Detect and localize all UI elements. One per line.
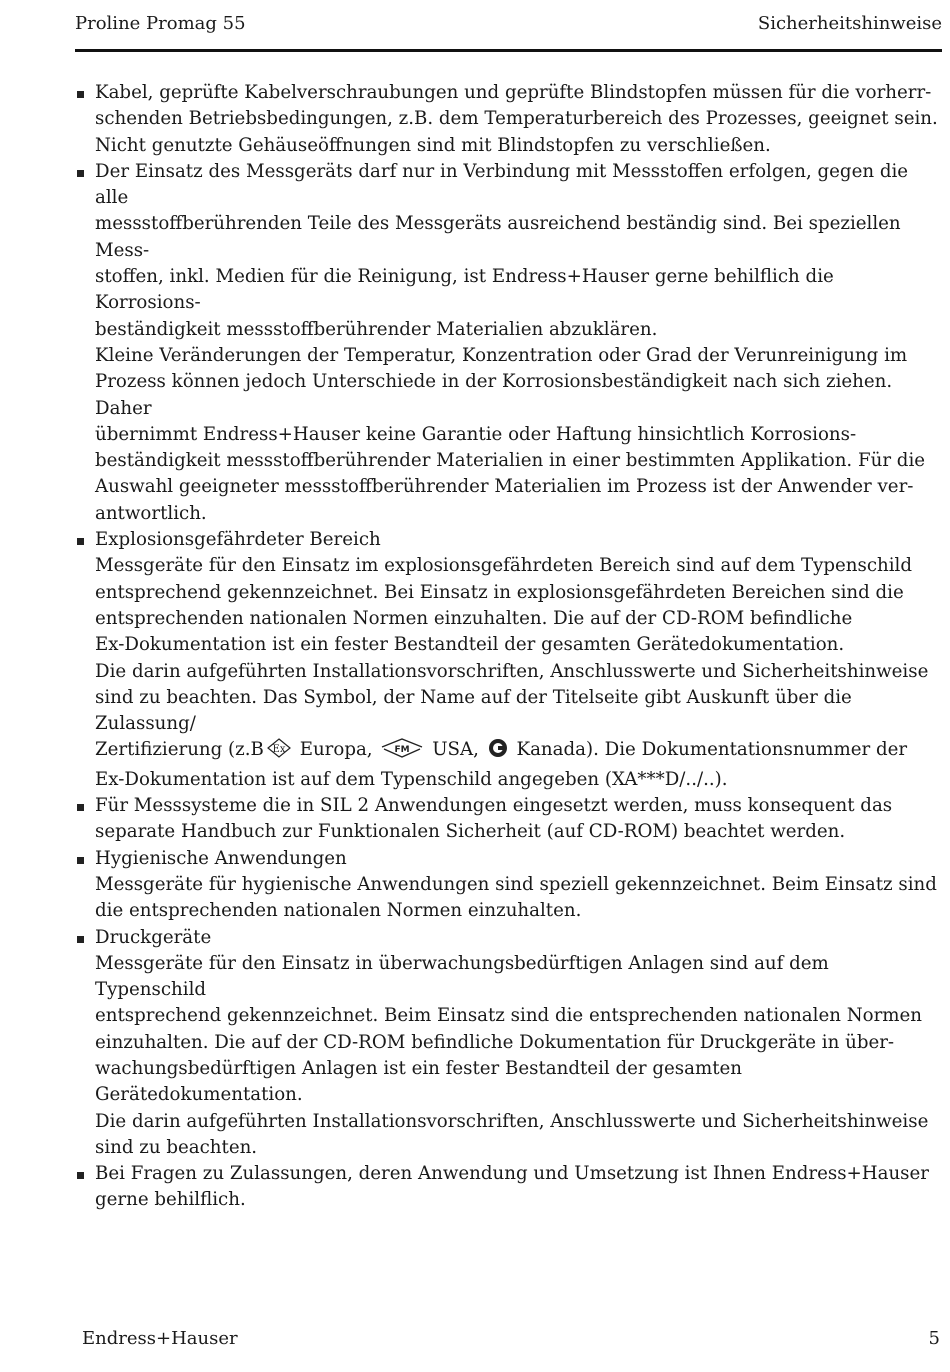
text-line: übernimmt Endress+Hauser keine Garantie oder Haftung hinsichtlich Korrosions- (95, 423, 857, 445)
text-line: Kleine Veränderungen der Temperatur, Konzentration oder Grad der Verunreinigung im (95, 344, 908, 366)
text-line: Explosionsgefährdeter Bereich (95, 529, 381, 551)
text-line: Prozess können jedoch Unterschiede in der Korrosionsbeständigkeit nach sich ziehen. Daher (95, 371, 893, 419)
certification-line (95, 737, 940, 766)
cert-text: Zertifizierung (z.B (95, 739, 264, 761)
list-item-hygienic (75, 846, 940, 925)
text-line: Die darin aufgeführten Installationsvorschriften, Anschlusswerte und Sicherheitshinweise (95, 1110, 929, 1132)
csa-approval-icon (487, 738, 509, 766)
text-line: Ex-Dokumentation ist auf dem Typenschild angegeben (XA***D/../..). (95, 768, 728, 790)
text-line: sind zu beachten. (95, 1136, 258, 1158)
cert-text: Europa, (299, 739, 373, 761)
svg-text:FM: FM (394, 745, 410, 756)
text-line: Der Einsatz des Messgeräts darf nur in Verbindung mit Messstoffen erfolgen, gegen die alle (95, 160, 909, 209)
text-line: entsprechend gekennzeichnet. Bei Einsatz in explosionsgefährdeten Bereichen sind die (95, 581, 904, 603)
text-line: beständigkeit messstoffberührender Materialien abzuklären. (95, 318, 658, 340)
text-line: messstoffberührenden Teile des Messgeräts ausreichend beständig sind. Bei speziellen Mess- (95, 213, 901, 261)
svg-text:Ex: Ex (272, 744, 286, 756)
list-item-pressure-devices (75, 925, 940, 1162)
fm-approval-icon (380, 738, 424, 766)
list-item-materials (75, 159, 940, 527)
footer-company: Endress+Hauser (82, 1328, 238, 1349)
text-line: Ex-Dokumentation ist ein fester Bestandteil der gesamten Gerätedokumentation. (95, 634, 845, 656)
text-line: Messgeräte für hygienische Anwendungen sind speziell gekennzeichnet. Beim Einsatz sind (95, 873, 937, 895)
text-line: Messgeräte für den Einsatz im explosionsgefährdeten Bereich sind auf dem Typenschild (95, 555, 913, 577)
text-line: Bei Fragen zu Zulassungen, deren Anwendung und Umsetzung ist Ihnen Endress+Hauser (95, 1163, 929, 1185)
text-line: entsprechend gekennzeichnet. Beim Einsatz sind die entsprechenden nationalen Normen (95, 1005, 923, 1027)
text-line: separate Handbuch zur Funktionalen Sicherheit (auf CD-ROM) beachtet werden. (95, 821, 846, 843)
text-line: Kabel, geprüfte Kabelverschraubungen und geprüfte Blindstopfen müssen für die vorherr- (95, 82, 932, 103)
cert-text: USA, (432, 739, 479, 761)
text-line: Nicht genutzte Gehäuseöffnungen sind mit Blindstopfen zu verschließen. (95, 134, 771, 156)
text-line: gerne behilflich. (95, 1189, 246, 1211)
text-line: Messgeräte für den Einsatz in überwachungsbedürftigen Anlagen sind auf dem Typenschild (95, 952, 829, 1001)
text-line: antwortlich. (95, 502, 207, 524)
list-item-sil (75, 793, 940, 846)
text-line: Für Messsysteme die in SIL 2 Anwendungen eingesetzt werden, muss konsequent das (95, 795, 893, 817)
header-section-title: Sicherheitshinweise (757, 13, 942, 34)
header-rule (75, 49, 942, 52)
text-line: die entsprechenden nationalen Normen einzuhalten. (95, 900, 582, 922)
text-line: Druckgeräte (95, 926, 212, 948)
text-line: wachungsbedürftigen Anlagen ist ein fester Bestandteil der gesamten Gerätedokumentation. (95, 1057, 742, 1106)
text-line: einzuhalten. Die auf der CD-ROM befindliche Dokumentation für Druckgeräte in über- (95, 1031, 895, 1053)
text-line: beständigkeit messstoffberührender Materialien in einer bestimmten Applikation. Für die (95, 450, 926, 472)
list-item-cables (75, 80, 940, 159)
ex-marking-icon (266, 738, 292, 766)
document-body (75, 80, 940, 1214)
text-line: Die darin aufgeführten Installationsvorschriften, Anschlusswerte und Sicherheitshinweise (95, 660, 929, 682)
list-item-hazardous-area (75, 527, 940, 793)
text-line: schenden Betriebsbedingungen, z.B. dem Temperaturbereich des Prozesses, geeignet sein. (95, 108, 938, 130)
page-number: 5 (928, 1328, 940, 1349)
cert-text: Kanada). Die Dokumentationsnummer der (516, 739, 908, 761)
text-line: Hygienische Anwendungen (95, 847, 347, 869)
text-line: Auswahl geeigneter messstoffberührender Materialien im Prozess ist der Anwender ver- (95, 476, 914, 498)
header-product-name: Proline Promag 55 (75, 13, 246, 34)
text-line: entsprechenden nationalen Normen einzuhalten. Die auf der CD-ROM befindliche (95, 607, 853, 629)
text-line: sind zu beachten. Das Symbol, der Name auf der Titelseite gibt Auskunft über die Zulassung/ (95, 686, 852, 735)
safety-list (75, 80, 940, 1214)
page-header (75, 13, 942, 39)
text-line: stoffen, inkl. Medien für die Reinigung, ist Endress+Hauser gerne behilflich die Korrosions- (95, 266, 834, 314)
list-item-approvals (75, 1161, 940, 1214)
